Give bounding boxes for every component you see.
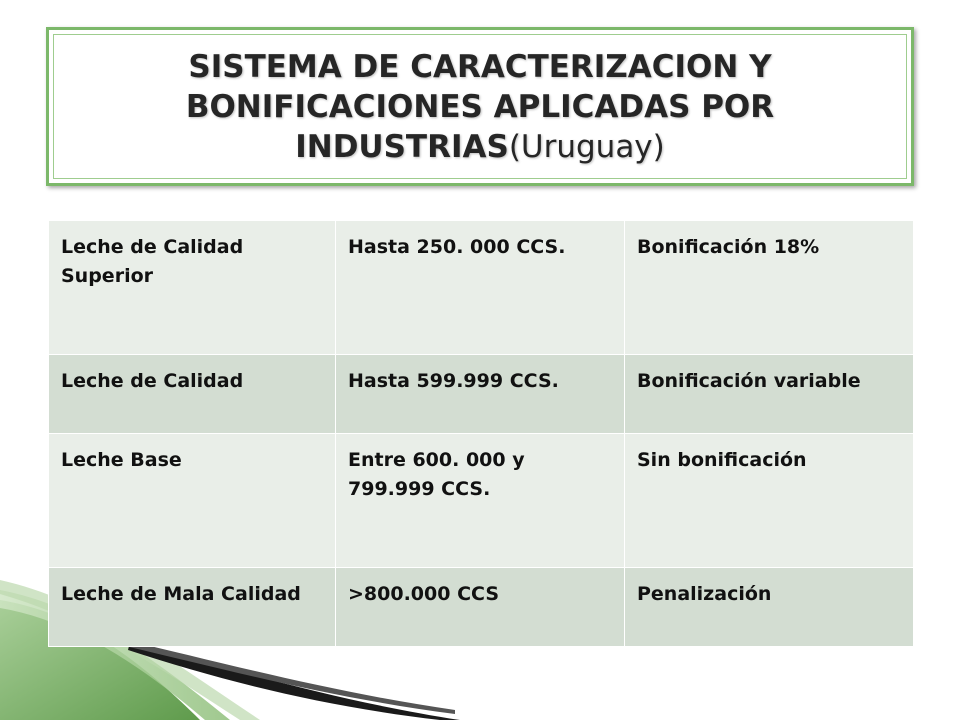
table-cell-range: >800.000 CCS (336, 567, 625, 646)
table-cell-category: Leche de Calidad Superior (49, 221, 336, 355)
table-cell-bonus: Bonificación 18% (625, 221, 914, 355)
classification-table (48, 220, 914, 647)
table-cell-range: Hasta 250. 000 CCS. (336, 221, 625, 355)
table-cell-range: Entre 600. 000 y 799.999 CCS. (336, 433, 625, 567)
table-cell-category: Leche de Mala Calidad (49, 567, 336, 646)
table-cell-bonus: Sin bonificación (625, 433, 914, 567)
title-frame (46, 27, 914, 186)
table-cell-bonus: Bonificación variable (625, 354, 914, 433)
table-row (49, 567, 914, 646)
table-cell-category: Leche de Calidad (49, 354, 336, 433)
table-cell-category: Leche Base (49, 433, 336, 567)
title-line-3: INDUSTRIAS (295, 128, 509, 165)
table-cell-range: Hasta 599.999 CCS. (336, 354, 625, 433)
page-title (186, 47, 774, 167)
title-inner-frame (53, 34, 907, 179)
table-cell-bonus: Penalización (625, 567, 914, 646)
table-row (49, 354, 914, 433)
table-row (49, 433, 914, 567)
title-line-2: BONIFICACIONES APLICADAS POR (185, 88, 775, 125)
title-line-3-suffix: (Uruguay) (508, 128, 665, 165)
title-line-1: SISTEMA DE CARACTERIZACION Y (188, 48, 772, 85)
table-row (49, 221, 914, 355)
